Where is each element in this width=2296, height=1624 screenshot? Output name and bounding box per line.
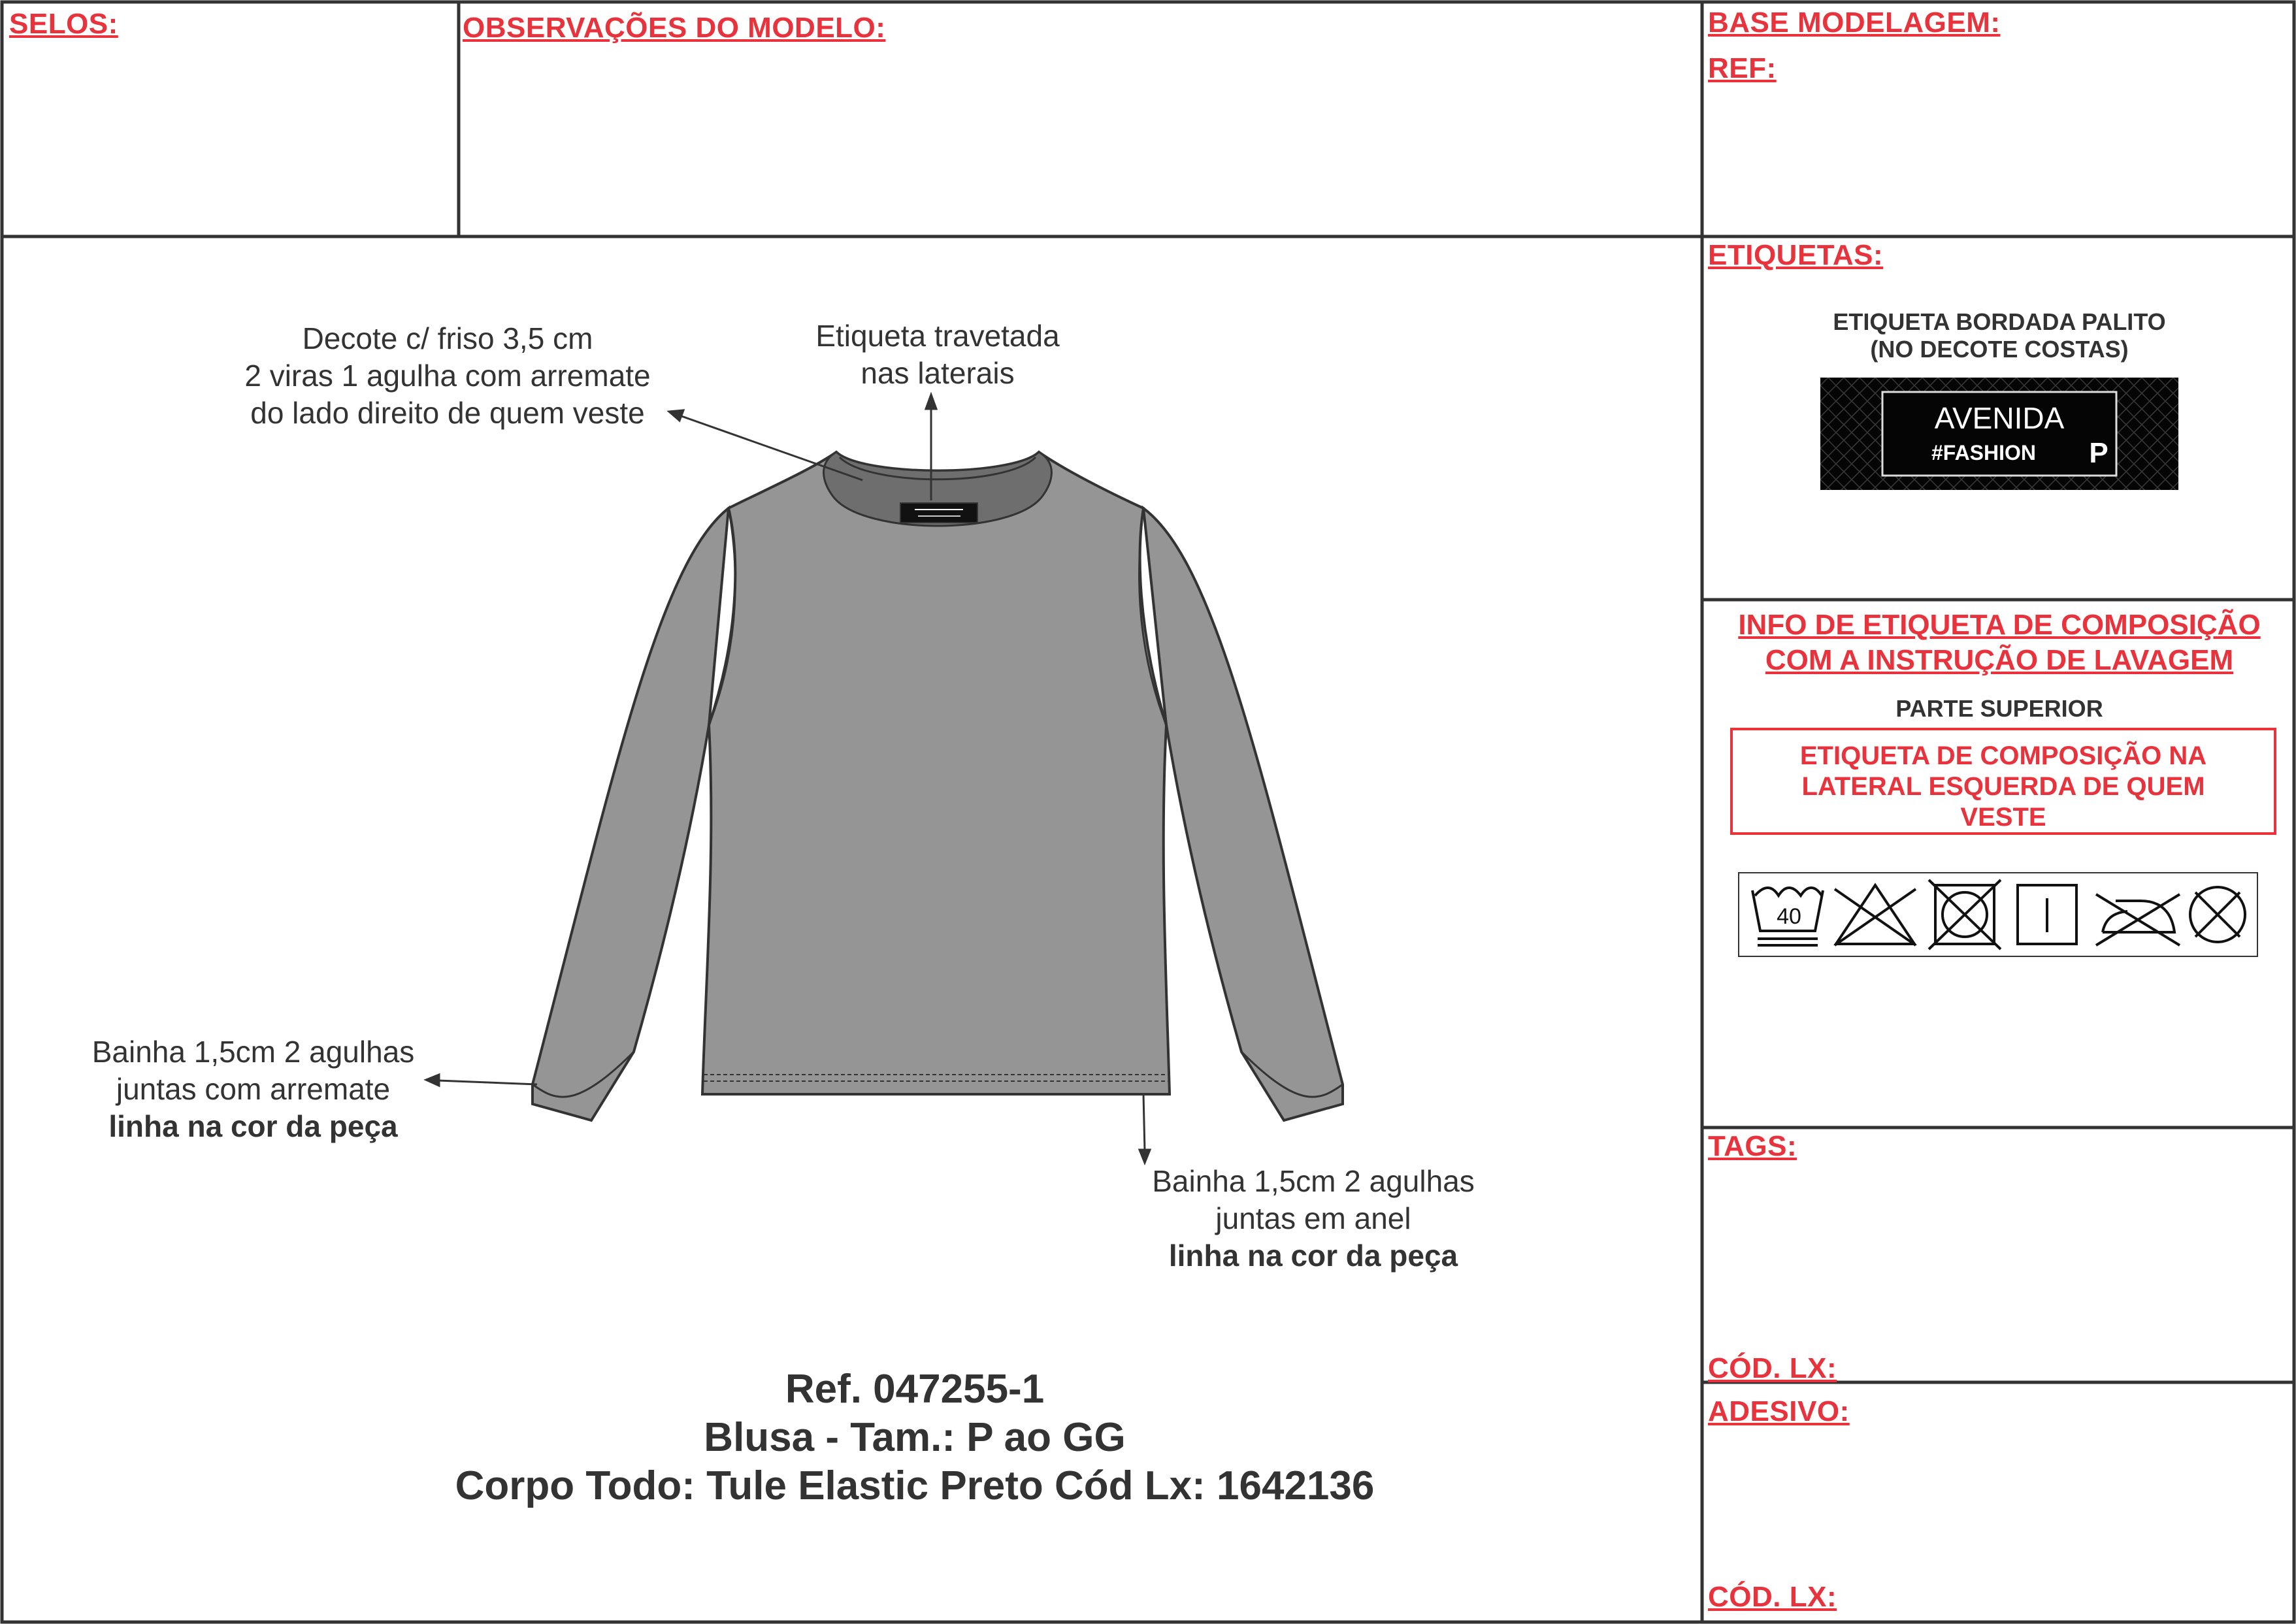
hem-note-line3: linha na cor da peça <box>1168 1239 1458 1273</box>
garment-body <box>702 452 1170 1094</box>
care-instructions-strip <box>1738 872 2258 957</box>
composicao-title-line1: INFO DE ETIQUETA DE COMPOSIÇÃO <box>1738 609 2261 641</box>
neckline-annotation <box>209 320 686 432</box>
etiqueta-line2: (NO DECOTE COSTAS) <box>1870 336 2129 363</box>
base-modelagem-label: BASE MODELAGEM: <box>1708 7 2001 39</box>
adesivo-label: ADESIVO: <box>1708 1395 1850 1427</box>
composicao-title <box>1705 608 2293 678</box>
label-brand-tag: #FASHION <box>1931 441 2037 464</box>
ref-label: REF: <box>1708 52 1777 84</box>
product-name: Blusa - Tam.: P ao GG <box>704 1415 1126 1460</box>
sleeve-hem-annotation <box>65 1033 441 1145</box>
tags-cod-label: CÓD. LX: <box>1708 1352 1837 1384</box>
wash-temperature: 40 <box>1777 904 1801 929</box>
composicao-box-line2: LATERAL ESQUERDA DE QUEM <box>1801 772 2205 801</box>
composicao-box-line3: VESTE <box>1960 803 2046 832</box>
label-annotation <box>784 317 1091 392</box>
label-note-line1: Etiqueta travetada <box>815 319 1060 353</box>
sleeve-note-line2: juntas com arremate <box>116 1072 391 1106</box>
hem-note-line2: juntas em anel <box>1215 1201 1411 1235</box>
composicao-title-line2: COM A INSTRUÇÃO DE LAVAGEM <box>1765 644 2234 676</box>
etiqueta-line1: ETIQUETA BORDADA PALITO <box>1833 308 2166 335</box>
composicao-box-line1: ETIQUETA DE COMPOSIÇÃO NA <box>1799 741 2207 770</box>
label-size: P <box>2089 437 2108 469</box>
neck-label <box>900 503 977 523</box>
neckline-note-line3: do lado direito de quem veste <box>250 396 645 430</box>
hem-note-line1: Bainha 1,5cm 2 agulhas <box>1152 1164 1475 1198</box>
neckline-note-line1: Decote c/ friso 3,5 cm <box>302 321 593 355</box>
sleeve-note-line3: linha na cor da peça <box>108 1109 398 1143</box>
selos-label: SELOS: <box>9 8 118 40</box>
label-note-line2: nas laterais <box>861 356 1015 390</box>
sleeve-note-line1: Bainha 1,5cm 2 agulhas <box>91 1035 415 1069</box>
product-fabric: Corpo Todo: Tule Elastic Preto Cód Lx: 1642136 <box>455 1463 1375 1508</box>
parte-superior-label: PARTE SUPERIOR <box>1895 695 2103 722</box>
label-brand-name: AVENIDA <box>1934 401 2065 435</box>
observacoes-label: OBSERVAÇÕES DO MODELO: <box>463 12 886 44</box>
right-sleeve <box>1143 508 1343 1120</box>
neckline-note-line2: 2 viras 1 agulha com arremate <box>244 359 651 393</box>
body-hem-annotation <box>1124 1163 1503 1275</box>
etiquetas-label: ETIQUETAS: <box>1708 239 1884 271</box>
tags-label: TAGS: <box>1708 1130 1797 1162</box>
woven-label-image <box>1820 378 2178 490</box>
composicao-note-box <box>1730 728 2276 835</box>
product-ref: Ref. 047255-1 <box>785 1367 1045 1412</box>
adesivo-cod-label: CÓD. LX: <box>1708 1581 1837 1613</box>
etiqueta-description <box>1725 308 2274 363</box>
product-title-block <box>366 1365 1464 1510</box>
left-sleeve <box>533 508 729 1120</box>
